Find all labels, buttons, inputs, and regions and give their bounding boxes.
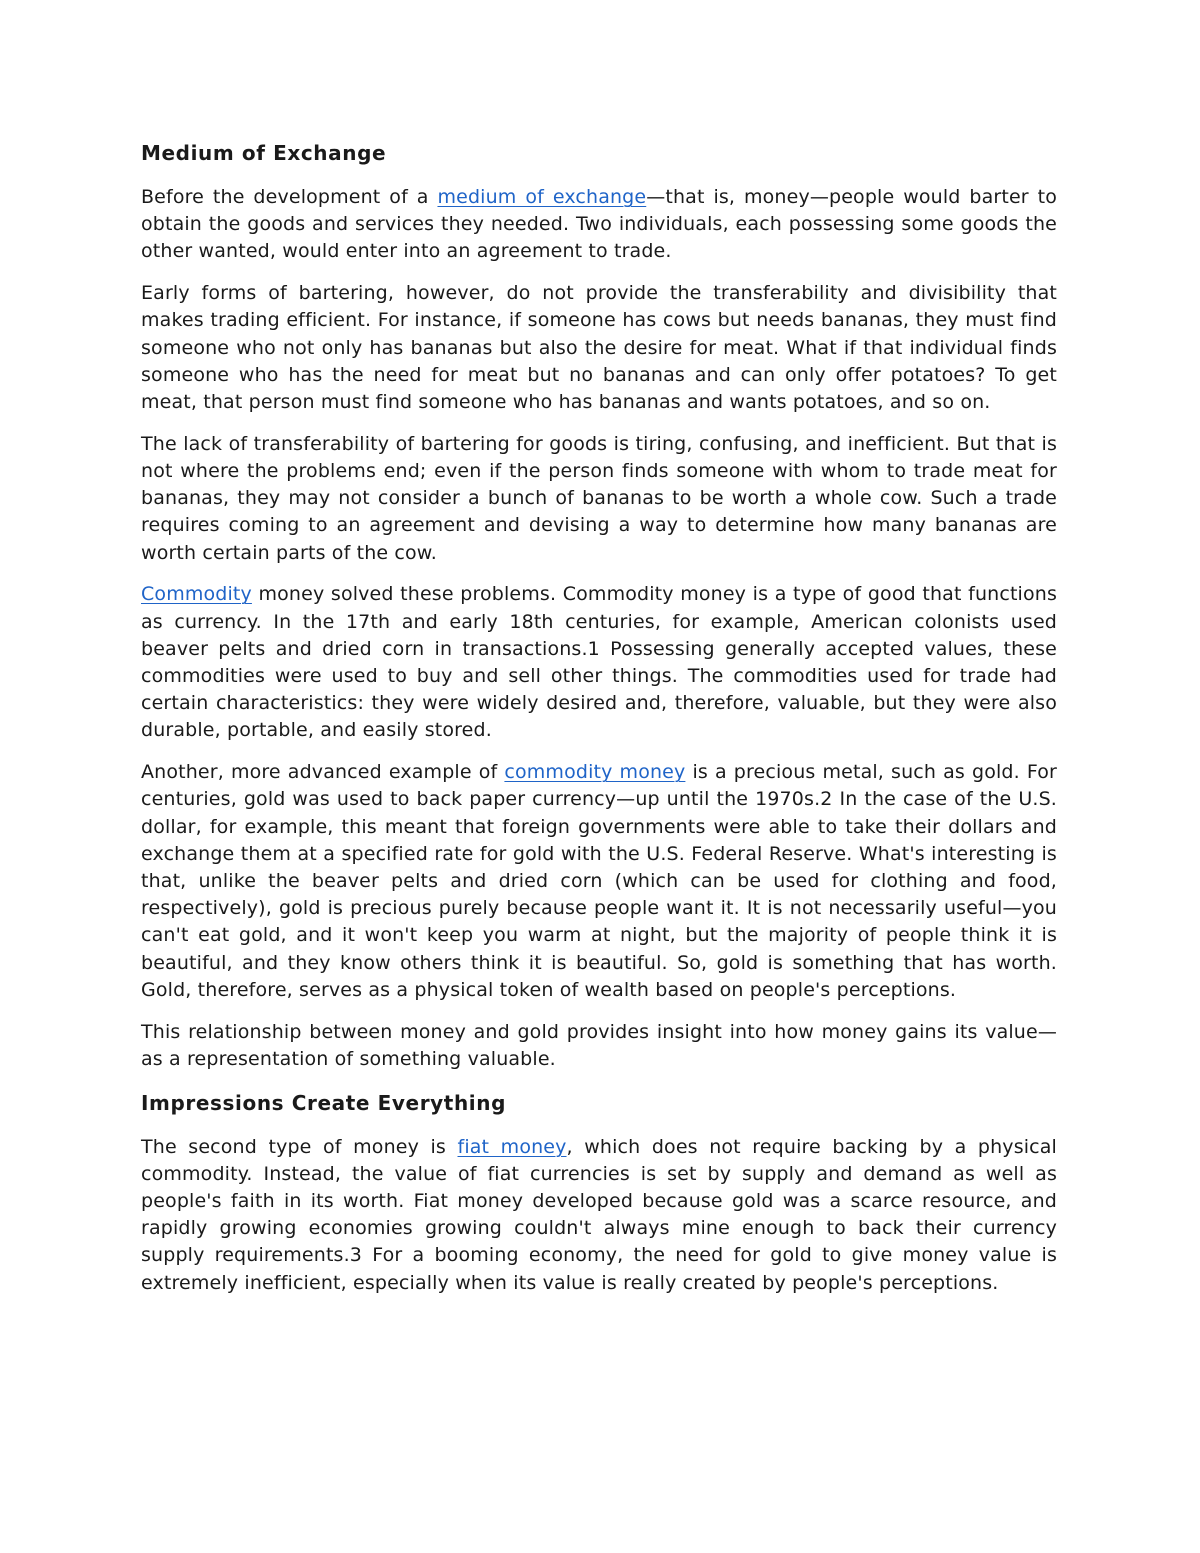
- paragraph-transferability: The lack of transferability of bartering for goods is tiring, confusing, and inefficient. But that is not where the problems end; even if the person finds someone with whom to trade meat for bananas, they may not consider a bunch of bananas to be worth a whole cow. Such a trade requires coming to an agreement and devising a way to determine how many bananas are worth certain parts of the cow.: [141, 432, 1057, 564]
- paragraph-text: Before the development of a: [141, 186, 438, 208]
- paragraph-money-and-gold: This relationship between money and gold provides insight into how money gains its value—as a representation of something valuable.: [141, 1020, 1057, 1070]
- paragraph-fiat-money: [141, 1134, 1057, 1297]
- paragraph-text: is a precious metal, such as gold. For centuries, gold was used to back paper currency—up until the 1970s.2 In the case of the U.S. dollar, for example, this meant that foreign governments were able to take their dollars and exchange them at a specified rate for gold with the U.S. Federal Reserve. What's interesting is that, unlike the beaver pelts and dried corn (which can be used for clothing and food, respectively), gold is precious purely because people want it. It is not necessarily useful—you can't eat gold, and it won't keep you warm at night, but the majority of people think it is beautiful, and they know others think it is beautiful. So, gold is something that has worth. Gold, therefore, serves as a physical token of wealth based on people's perceptions.: [141, 761, 1057, 1001]
- paragraph-text: —that is, money—people would barter to obtain the goods and services they needed. Two individuals, each possessing some goods the other wanted, would enter into an agreement to trade.: [141, 186, 1058, 263]
- paragraph-text: money solved these problems. Commodity money is a type of good that functions as currency. In the 17th and early 18th centuries, for example, American colonists used beaver pelts and dried corn in transactions.1 Possessing generally accepted values, these commodities were used to buy and sell other things. The commodities used for trade had certain characteristics: they were widely desired and, therefore, valuable, but they were also durable, portable, and easily stored.: [141, 583, 1057, 742]
- link-fiat-money[interactable]: fiat money: [457, 1135, 567, 1158]
- heading-impressions-create-everything: Impressions Create Everything: [141, 1090, 506, 1115]
- heading-medium-of-exchange: Medium of Exchange: [141, 141, 387, 165]
- link-medium-of-exchange[interactable]: medium of exchange: [437, 186, 647, 208]
- document-page: [141, 138, 1057, 1311]
- paragraph-text: , which does not require backing by a physical commodity. Instead, the value of fiat currencies is set by supply and demand as well as people's faith in its worth. Fiat money developed because gold was a scarce resource, and rapidly growing economies growing couldn't always mine enough to back their currency supply requirements.3 For a booming economy, the need for gold to give money value is extremely inefficient, especially when its value is really created by people's perceptions.: [141, 1135, 1057, 1294]
- link-commodity[interactable]: Commodity: [141, 583, 252, 606]
- paragraph-medium-of-exchange: [141, 184, 1057, 266]
- paragraph-text: Another, more advanced example of: [141, 761, 505, 784]
- link-commodity-money[interactable]: commodity money: [504, 761, 686, 784]
- paragraph-text: The second type of money is: [141, 1135, 458, 1158]
- paragraph-bartering: Early forms of bartering, however, do not provide the transferability and divisibility that makes trading efficient. For instance, if someone has cows but needs bananas, they must find someone who not only has bananas but also the desire for meat. What if that individual finds someone who has the need for meat but no bananas and can only offer potatoes? To get meat, that person must find someone who has bananas and wants potatoes, and so on.: [141, 282, 1057, 414]
- paragraph-gold: [141, 759, 1057, 1004]
- paragraph-commodity-money: [141, 581, 1057, 744]
